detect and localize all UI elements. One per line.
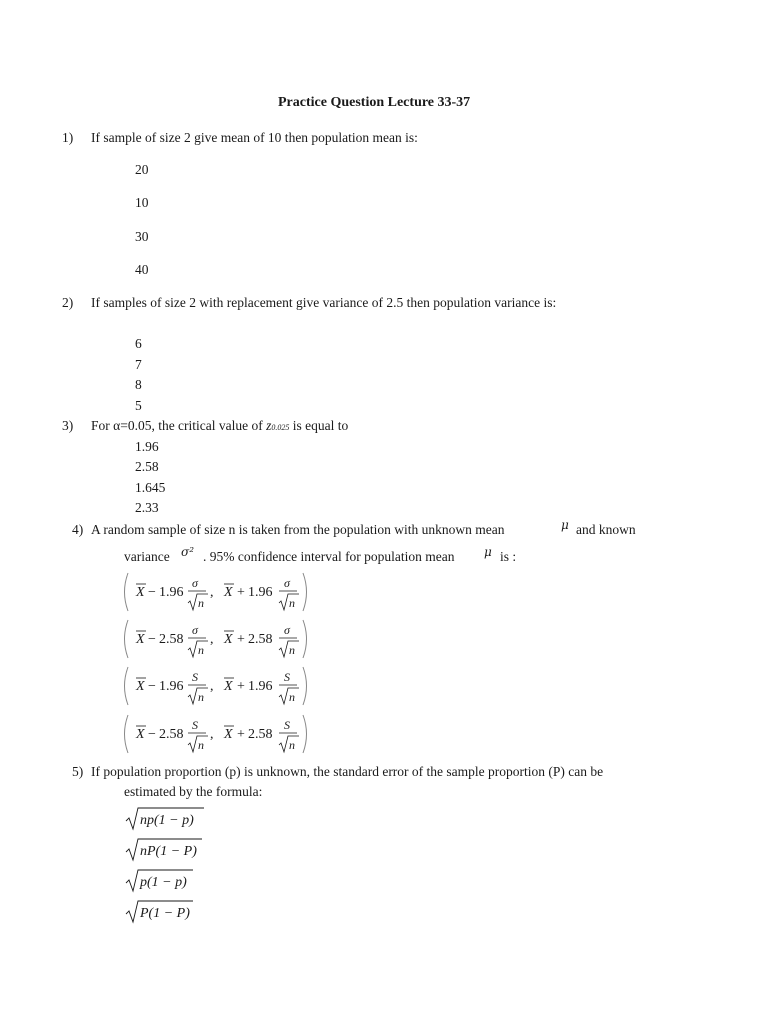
q4-opt2-numerator-2: σ (284, 623, 290, 637)
q3-option-3: 1.645 (135, 480, 166, 495)
q4-opt3-numerator-2: S (284, 670, 290, 684)
q4-opt3-constant-1: 1.96 (159, 679, 184, 694)
q2-option-1: 6 (135, 336, 142, 351)
q4-line-1-end: and known (576, 522, 636, 537)
svg-text:−: − (148, 632, 156, 647)
q4-opt4-xbar-2: X (224, 727, 233, 742)
q5-option-2-formula (124, 836, 234, 862)
q4-opt3-denom-1: n (198, 690, 204, 704)
q4-opt2-numerator-1: σ (192, 623, 198, 637)
q4-opt4-denom-1: n (198, 738, 204, 752)
q4-option-1-formula (120, 570, 320, 614)
q4-opt1-constant-1: 1.96 (159, 585, 184, 600)
q1-option-4: 40 (135, 262, 149, 277)
q4-opt3-numerator-1: S (192, 670, 198, 684)
q4-opt4-xbar: X (136, 727, 145, 742)
q3-text-after: is equal to (289, 418, 349, 433)
q4-opt2-constant-2: 2.58 (248, 632, 273, 647)
q1-option-1: 20 (135, 162, 149, 177)
q4-opt1-xbar: X (136, 585, 145, 600)
q5-option-3-formula (124, 867, 234, 893)
q4-opt1-xbar-2: X (224, 585, 233, 600)
q1-option-3: 30 (135, 229, 149, 244)
q4-sigma-squared: σ² (181, 545, 195, 559)
svg-text:+: + (237, 585, 245, 600)
question-1-text: If sample of size 2 give mean of 10 then population mean is: (91, 130, 418, 145)
question-2-number: 2) (62, 295, 74, 310)
question-1-number: 1) (62, 130, 74, 145)
svg-text:+: + (237, 632, 245, 647)
q4-opt3-denom-2: n (289, 690, 295, 704)
q1-option-2: 10 (135, 195, 149, 210)
q4-opt4-numerator-1: S (192, 718, 198, 732)
q4-opt2-constant-1: 2.58 (159, 632, 184, 647)
q3-z-subscript: 0.025 (271, 423, 290, 432)
q4-mu-symbol-2: μ (484, 545, 492, 559)
q4-opt2-xbar-2: X (224, 632, 233, 647)
question-5-number: 5) (72, 764, 84, 779)
q5-opt4-text: P(1 − P) (140, 906, 190, 921)
q4-opt1-denom-2: n (289, 596, 295, 610)
question-2-text: If samples of size 2 with replacement give variance of 2.5 then population variance is: (91, 295, 557, 310)
q4-opt4-denom-2: n (289, 738, 295, 752)
q4-opt1-numerator-2: σ (284, 576, 290, 590)
q4-opt4-numerator-2: S (284, 718, 290, 732)
q5-opt2-text: nP(1 − P) (140, 844, 197, 859)
svg-text:,: , (210, 727, 214, 742)
q5-option-1-formula (124, 805, 234, 831)
q2-option-3: 8 (135, 377, 142, 392)
svg-text:+: + (237, 679, 245, 694)
question-4-number: 4) (72, 522, 84, 537)
q4-opt1-denom-1: n (198, 596, 204, 610)
svg-text:−: − (148, 727, 156, 742)
question-5-line-2: estimated by the formula: (124, 784, 263, 799)
q5-option-4-formula (124, 898, 234, 924)
svg-text:−: − (148, 585, 156, 600)
q5-opt1-text: np(1 − p) (140, 813, 194, 828)
q3-option-2: 2.58 (135, 459, 159, 474)
svg-text:,: , (210, 585, 214, 600)
page-title: Practice Question Lecture 33-37 (278, 95, 471, 110)
q4-mu-symbol-1: μ (561, 518, 569, 532)
question-4-line-1: A random sample of size n is taken from the population with unknown mean (91, 522, 505, 537)
q3-text-before: For α=0.05, the critical value of (91, 418, 267, 433)
q3-option-1: 1.96 (135, 439, 159, 454)
q4-opt2-denom-2: n (289, 643, 295, 657)
q3-option-4: 2.33 (135, 500, 159, 515)
q4-variance-label: variance (124, 549, 170, 564)
q4-opt1-constant-2: 1.96 (248, 585, 273, 600)
q4-opt1-numerator-1: σ (192, 576, 198, 590)
svg-text:,: , (210, 632, 214, 647)
question-3-text (91, 418, 348, 436)
q4-opt4-constant-2: 2.58 (248, 727, 273, 742)
q4-opt3-constant-2: 1.96 (248, 679, 273, 694)
svg-text:−: − (148, 679, 156, 694)
q5-opt3-text: p(1 − p) (140, 875, 187, 890)
q4-opt3-xbar: X (136, 679, 145, 694)
q4-line-2-end: is : (500, 549, 517, 564)
q2-option-4: 5 (135, 398, 142, 413)
q4-opt2-xbar: X (136, 632, 145, 647)
svg-text:,: , (210, 679, 214, 694)
question-5-line-1: If population proportion (p) is unknown, the standard error of the sample proportion (P) can be (91, 764, 604, 779)
q2-option-2: 7 (135, 357, 142, 372)
q3-z-symbol: z (266, 418, 272, 433)
q4-opt2-denom-1: n (198, 643, 204, 657)
q4-option-4-formula (120, 712, 320, 756)
question-3-number: 3) (62, 418, 74, 433)
q4-opt3-xbar-2: X (224, 679, 233, 694)
svg-text:+: + (237, 727, 245, 742)
q4-line-2-mid: . 95% confidence interval for population mean (203, 549, 455, 564)
q4-opt4-constant-1: 2.58 (159, 727, 184, 742)
q4-option-2-formula (120, 617, 320, 661)
q4-option-3-formula (120, 664, 320, 708)
svg-text:X (135, 585, 145, 600)
